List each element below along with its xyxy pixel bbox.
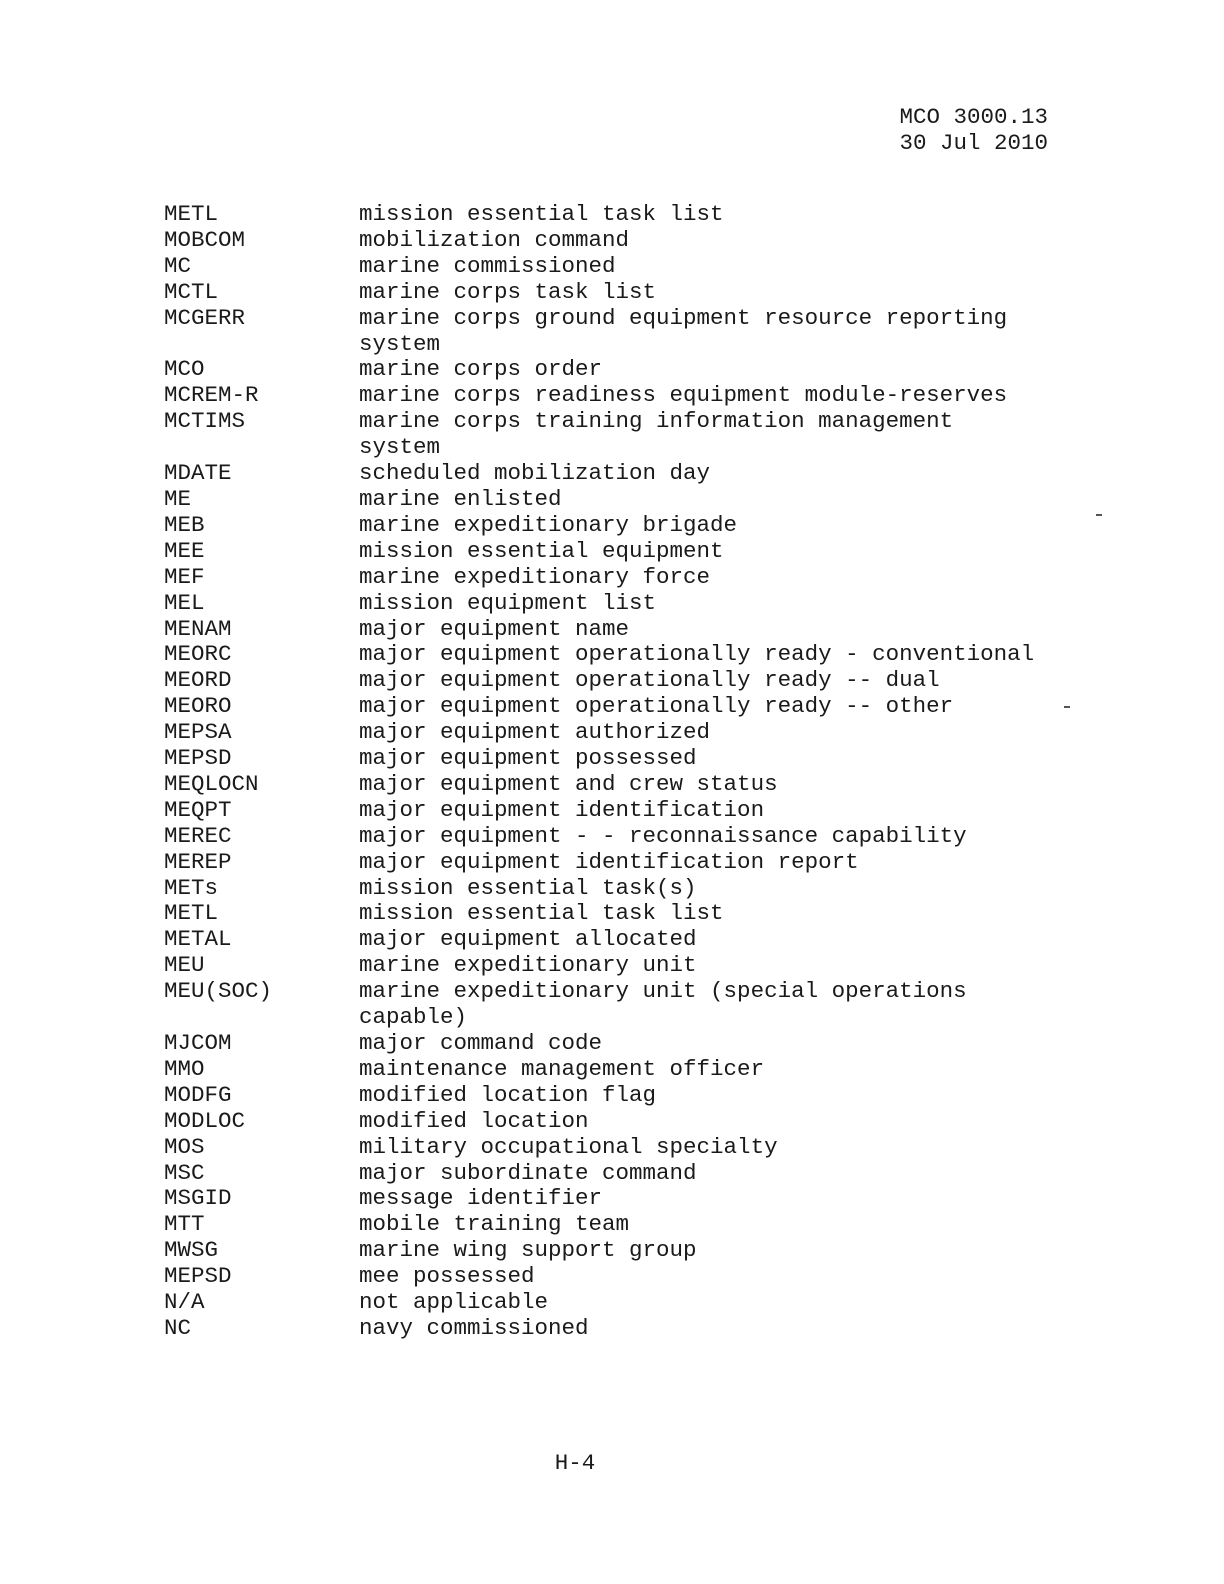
acronym-definition: mission equipment list — [359, 589, 657, 616]
glossary-entry — [164, 979, 1044, 1031]
glossary-entry — [164, 772, 1044, 798]
glossary-entry — [164, 1212, 1044, 1238]
acronym-definition: major equipment name — [359, 615, 630, 642]
acronym-definition: marine corps task list — [359, 278, 657, 305]
glossary-entry — [164, 228, 1044, 254]
acronym: METL — [164, 900, 219, 927]
acronym: MEF — [164, 563, 205, 590]
glossary-entry — [164, 824, 1044, 850]
glossary-entry — [164, 1083, 1044, 1109]
acronym: MCTIMS — [164, 408, 246, 435]
acronym-definition: marine expeditionary force — [359, 563, 711, 590]
acronym: MEREC — [164, 822, 232, 849]
acronym-definition: modified location — [359, 1107, 589, 1134]
document-date: 30 Jul 2010 — [899, 130, 1048, 156]
acronym: ME — [164, 485, 192, 512]
acronym-definition: scheduled mobilization day — [359, 460, 711, 487]
acronym: MEORO — [164, 693, 232, 720]
acronym: MEE — [164, 537, 205, 564]
acronym: MCO — [164, 356, 205, 383]
glossary-entry — [164, 1316, 1044, 1342]
acronym: METL — [164, 201, 219, 227]
acronym: MOS — [164, 1133, 205, 1160]
acronym-glossary — [164, 202, 1044, 1342]
acronym-definition: not applicable — [359, 1289, 549, 1316]
document-header — [899, 104, 1048, 156]
glossary-entry — [164, 306, 1044, 358]
acronym-definition: marine corps training information management system — [359, 408, 954, 461]
glossary-entry — [164, 798, 1044, 824]
glossary-entry — [164, 487, 1044, 513]
acronym-definition: marine corps readiness equipment module-reserves — [359, 382, 1008, 409]
acronym: MEU — [164, 952, 205, 979]
glossary-entry — [164, 565, 1044, 591]
acronym-definition: major equipment authorized — [359, 719, 711, 746]
glossary-entry — [164, 1290, 1044, 1316]
glossary-entry — [164, 617, 1044, 643]
acronym: MCTL — [164, 278, 219, 305]
acronym-definition: mission essential task(s) — [359, 874, 697, 901]
acronym-definition: mobile training team — [359, 1211, 630, 1238]
acronym-definition: mission essential equipment — [359, 537, 724, 564]
glossary-entry — [164, 591, 1044, 617]
acronym-definition: mission essential task list — [359, 201, 724, 227]
glossary-entry — [164, 1238, 1044, 1264]
acronym-definition: major equipment and crew status — [359, 770, 778, 797]
acronym-definition: major equipment identification report — [359, 848, 859, 875]
glossary-entry — [164, 461, 1044, 487]
acronym-definition: maintenance management officer — [359, 1055, 765, 1082]
acronym-definition: navy commissioned — [359, 1314, 589, 1341]
acronym-definition: major subordinate command — [359, 1159, 697, 1186]
acronym: MJCOM — [164, 1030, 232, 1056]
acronym: METAL — [164, 926, 232, 953]
acronym: MWSG — [164, 1237, 219, 1264]
acronym-definition: major equipment allocated — [359, 926, 697, 953]
acronym: MSGID — [164, 1185, 232, 1212]
acronym-definition: message identifier — [359, 1185, 603, 1212]
acronym-definition: major equipment identification — [359, 796, 765, 823]
acronym: MEORD — [164, 667, 232, 694]
glossary-entry — [164, 1264, 1044, 1290]
acronym: MEL — [164, 589, 205, 616]
glossary-entry — [164, 720, 1044, 746]
document-id: MCO 3000.13 — [899, 104, 1048, 130]
acronym: MENAM — [164, 615, 232, 642]
acronym: MEPSD — [164, 1263, 232, 1290]
glossary-entry — [164, 1057, 1044, 1083]
glossary-entry — [164, 1135, 1044, 1161]
glossary-entry — [164, 1161, 1044, 1187]
acronym: MC — [164, 252, 192, 279]
acronym-definition: marine wing support group — [359, 1237, 697, 1264]
scan-speck — [1096, 514, 1102, 516]
glossary-entry — [164, 668, 1044, 694]
acronym: MMO — [164, 1055, 205, 1082]
page-number: H-4 — [554, 1450, 596, 1476]
glossary-entry — [164, 254, 1044, 280]
glossary-entry — [164, 694, 1044, 720]
glossary-entry — [164, 513, 1044, 539]
acronym: NC — [164, 1314, 192, 1341]
glossary-entry — [164, 642, 1044, 668]
acronym: MOBCOM — [164, 226, 246, 253]
glossary-entry — [164, 850, 1044, 876]
acronym: MEB — [164, 511, 205, 538]
acronym-definition: major equipment possessed — [359, 745, 697, 772]
acronym-definition: major equipment operationally ready - conventional — [359, 641, 1035, 668]
acronym: MODFG — [164, 1081, 232, 1108]
acronym: MCGERR — [164, 304, 246, 331]
glossary-entry — [164, 409, 1044, 461]
acronym-definition: military occupational specialty — [359, 1133, 778, 1160]
acronym-definition: modified location flag — [359, 1081, 657, 1108]
acronym-definition: marine expeditionary brigade — [359, 511, 738, 538]
glossary-entry — [164, 202, 1044, 228]
acronym-definition: marine commissioned — [359, 252, 616, 279]
acronym: MDATE — [164, 460, 232, 487]
acronym: MTT — [164, 1211, 205, 1238]
glossary-entry — [164, 953, 1044, 979]
acronym: N/A — [164, 1289, 205, 1316]
acronym: MEORC — [164, 641, 232, 668]
glossary-entry — [164, 357, 1044, 383]
acronym: METs — [164, 874, 219, 901]
glossary-entry — [164, 927, 1044, 953]
acronym: MCREM-R — [164, 382, 259, 409]
acronym-definition: major equipment - - reconnaissance capability — [359, 822, 967, 849]
acronym: MODLOC — [164, 1107, 246, 1134]
scan-speck — [1064, 706, 1070, 708]
acronym: MEPSA — [164, 719, 232, 746]
acronym-definition: major equipment operationally ready -- dual — [359, 667, 940, 694]
acronym-definition: mobilization command — [359, 226, 630, 253]
glossary-entry — [164, 746, 1044, 772]
acronym-definition: major command code — [359, 1030, 603, 1056]
acronym-definition: marine enlisted — [359, 485, 562, 512]
acronym-definition: marine corps order — [359, 356, 603, 383]
glossary-entry — [164, 280, 1044, 306]
acronym: MEQPT — [164, 796, 232, 823]
acronym: MEU(SOC) — [164, 978, 273, 1005]
acronym: MEPSD — [164, 745, 232, 772]
glossary-entry — [164, 1031, 1044, 1057]
glossary-entry — [164, 539, 1044, 565]
acronym-definition: marine expeditionary unit (special operations capable) — [359, 978, 967, 1031]
acronym-definition: marine corps ground equipment resource reporting system — [359, 304, 1008, 357]
glossary-entry — [164, 383, 1044, 409]
acronym: MSC — [164, 1159, 205, 1186]
acronym: MEREP — [164, 848, 232, 875]
acronym-definition: mission essential task list — [359, 900, 724, 927]
acronym-definition: marine expeditionary unit — [359, 952, 697, 979]
glossary-entry — [164, 901, 1044, 927]
glossary-entry — [164, 1186, 1044, 1212]
glossary-entry — [164, 876, 1044, 902]
acronym-definition: major equipment operationally ready -- other — [359, 693, 954, 720]
acronym-definition: mee possessed — [359, 1263, 535, 1290]
acronym: MEQLOCN — [164, 770, 259, 797]
glossary-entry — [164, 1109, 1044, 1135]
